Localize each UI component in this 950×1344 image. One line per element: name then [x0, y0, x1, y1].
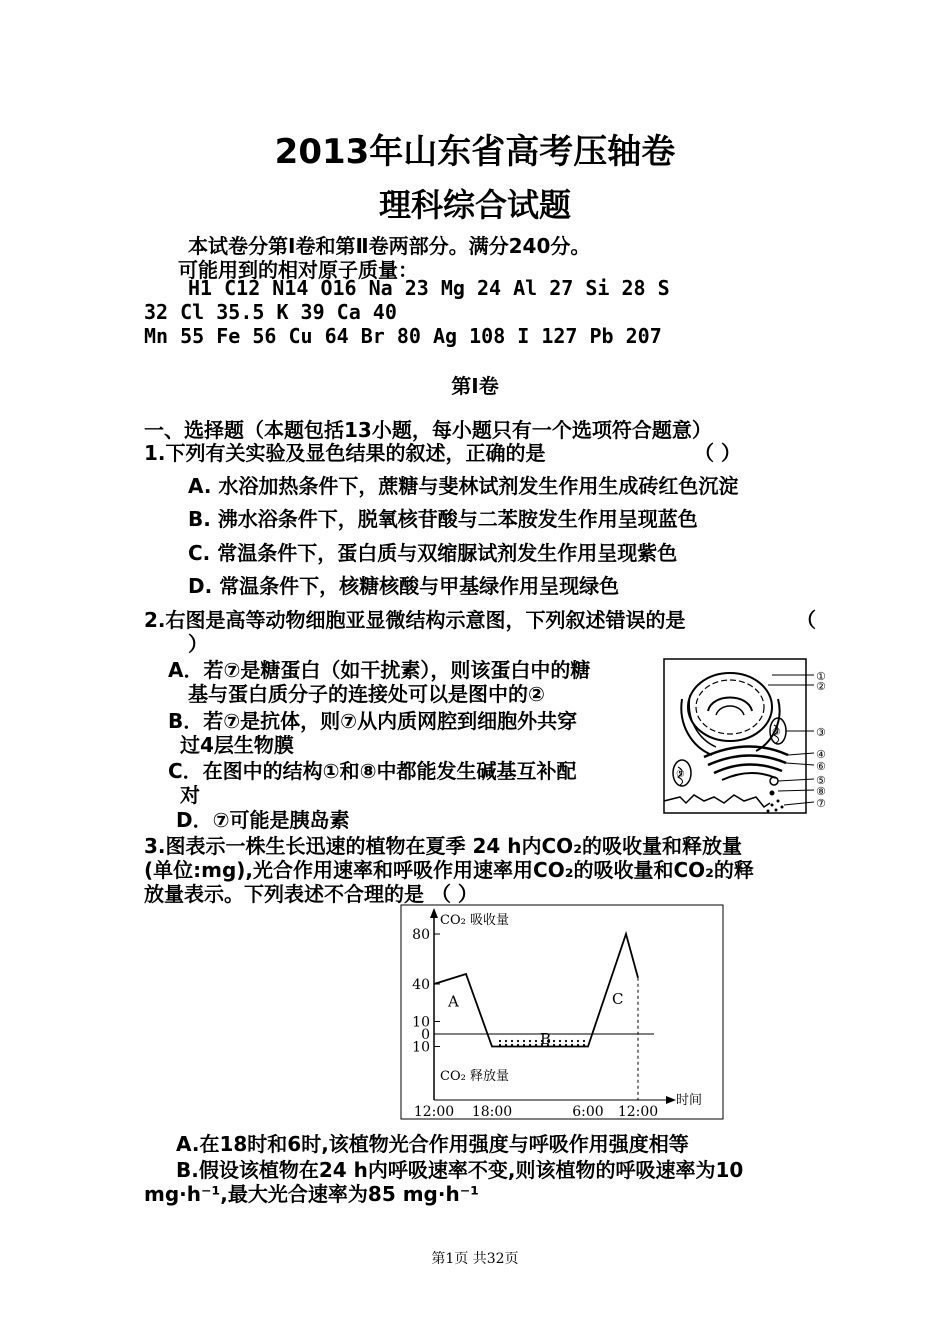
intro-text: 本试卷分第Ⅰ卷和第Ⅱ卷两部分。满分240分。	[188, 234, 591, 258]
stipple-dot	[523, 1040, 525, 1042]
x-label: 时间	[676, 1093, 703, 1108]
q3-stem-line2: (单位:mg),光合作用速率和呼吸作用速率用CO₂的吸收量和CO₂的释	[144, 858, 754, 882]
region-label-a: A	[448, 992, 459, 1011]
page-footer: 第1页 共32页	[431, 1251, 519, 1267]
q1-stem: 1.下列有关实验及显色结果的叙述，正确的是	[144, 441, 546, 465]
part-heading: 一、选择题（本题包括13小题，每小题只有一个选项符合题意）	[144, 418, 712, 442]
region-label-b: B	[540, 1030, 552, 1048]
q2-paren-open: （	[796, 608, 816, 632]
exam-title: 2013年山东省高考压轴卷	[274, 132, 676, 172]
y-tick-label: 10	[412, 1039, 430, 1056]
figure-label-4: ④	[816, 748, 826, 761]
atomic-mass-label: 可能用到的相对原子质量：	[178, 258, 418, 282]
q3-stem-line3: 放量表示。下列表述不合理的是 （ ）	[144, 882, 478, 906]
q3-option-a: A.在18时和6时,该植物光合作用强度与呼吸作用强度相等	[176, 1132, 689, 1156]
q2-paren-close: ）	[188, 632, 208, 656]
stipple-dot	[529, 1040, 531, 1042]
q2-stem: 2.右图是高等动物细胞亚显微结构示意图，下列叙述错误的是	[144, 608, 686, 632]
atomic-mass-line-1: H1 C12 N14 O16 Na 23 Mg 24 Al 27 Si 28 S	[188, 276, 670, 300]
x-tick-label: 6:00	[572, 1104, 604, 1120]
co2-exchange-chart	[400, 904, 730, 1124]
stipple-dot	[583, 1040, 585, 1042]
exam-subtitle: 理科综合试题	[378, 186, 571, 224]
q2-option-b-line2: 过4层生物膜	[180, 733, 294, 757]
q2-option-a-line2: 基与蛋白质分子的连接处可以是图中的②	[188, 682, 545, 706]
section-title: 第Ⅰ卷	[451, 374, 499, 398]
q1-option-c: C. 常温条件下，蛋白质与双缩脲试剂发生作用呈现紫色	[188, 541, 678, 565]
y-tick-label: 10	[412, 1014, 430, 1031]
stipple-dot	[577, 1040, 579, 1042]
q1-option-a: A. 水浴加热条件下，蔗糖与斐林试剂发生作用生成砖红色沉淀	[188, 474, 739, 498]
q1-option-b: B. 沸水浴条件下，脱氧核苷酸与二苯胺发生作用呈现蓝色	[188, 507, 698, 531]
figure-label-1: ①	[816, 670, 826, 683]
q2-option-a-line1: A．若⑦是糖蛋白（如干扰素），则该蛋白中的糖	[168, 658, 591, 682]
y-tick-label: 0	[421, 1027, 430, 1043]
y-label-top: CO₂ 吸收量	[440, 913, 509, 928]
y-tick-label: 80	[412, 927, 430, 943]
q3-stem-line1: 3.图表示一株生长迅速的植物在夏季 24 h内CO₂的吸收量和释放量	[144, 834, 742, 858]
figure-label-5: ⑤	[816, 774, 826, 787]
stipple-dot	[571, 1040, 573, 1042]
figure-label-2: ②	[816, 680, 826, 693]
q2-option-d: D．⑦可能是胰岛素	[176, 808, 350, 832]
stipple-dot	[535, 1040, 537, 1042]
y-axis-arrow	[430, 908, 438, 918]
x-tick-label: 12:00	[413, 1104, 455, 1120]
figure-label-6: ⑥	[816, 760, 826, 773]
x-tick-label: 18:00	[471, 1104, 513, 1120]
stipple-dot	[511, 1040, 513, 1042]
q3-option-b-line1: B.假设该植物在24 h内呼吸速率不变,则该植物的呼吸速率为10	[176, 1158, 744, 1182]
q2-option-b-line1: B．若⑦是抗体，则⑦从内质网腔到细胞外共穿	[168, 709, 578, 733]
stipple-dot	[553, 1040, 555, 1042]
q1-option-d: D. 常温条件下，核糖核酸与甲基绿作用呈现绿色	[188, 574, 620, 598]
q1-answer-blank: （ ）	[694, 441, 741, 465]
stipple-dot	[505, 1040, 507, 1042]
stipple-dot	[499, 1040, 501, 1042]
q2-option-c-line1: C．在图中的结构①和⑧中都能发生碱基互补配	[168, 759, 577, 783]
stipple-dot	[565, 1040, 567, 1042]
q3-option-b-line2: mg·h⁻¹,最大光合速率为85 mg·h⁻¹	[144, 1182, 480, 1206]
x-axis-arrow	[666, 1096, 676, 1104]
atomic-mass-line-2: 32 Cl 35.5 K 39 Ca 40	[144, 300, 397, 324]
stipple-dot	[517, 1040, 519, 1042]
region-label-c: C	[612, 990, 624, 1008]
atomic-mass-line-3: Mn 55 Fe 56 Cu 64 Br 80 Ag 108 I 127 Pb 207	[144, 324, 662, 348]
x-tick-label: 12:00	[617, 1104, 659, 1120]
y-tick-label: 40	[412, 977, 430, 993]
figure-inner-label-a: ⑤	[772, 727, 781, 738]
figure-label-3: ③	[816, 726, 826, 739]
chart-frame	[401, 905, 723, 1119]
q2-option-c-line2: 对	[180, 783, 200, 807]
figure-label-8: ⑧	[816, 785, 826, 798]
co2-series-line	[434, 934, 638, 1047]
cell-structure-figure	[660, 655, 840, 817]
figure-inner-label-b: ⑤	[676, 769, 685, 780]
y-label-bottom: CO₂ 释放量	[440, 1069, 509, 1084]
stipple-dot	[559, 1040, 561, 1042]
figure-label-7: ⑦	[816, 797, 826, 810]
